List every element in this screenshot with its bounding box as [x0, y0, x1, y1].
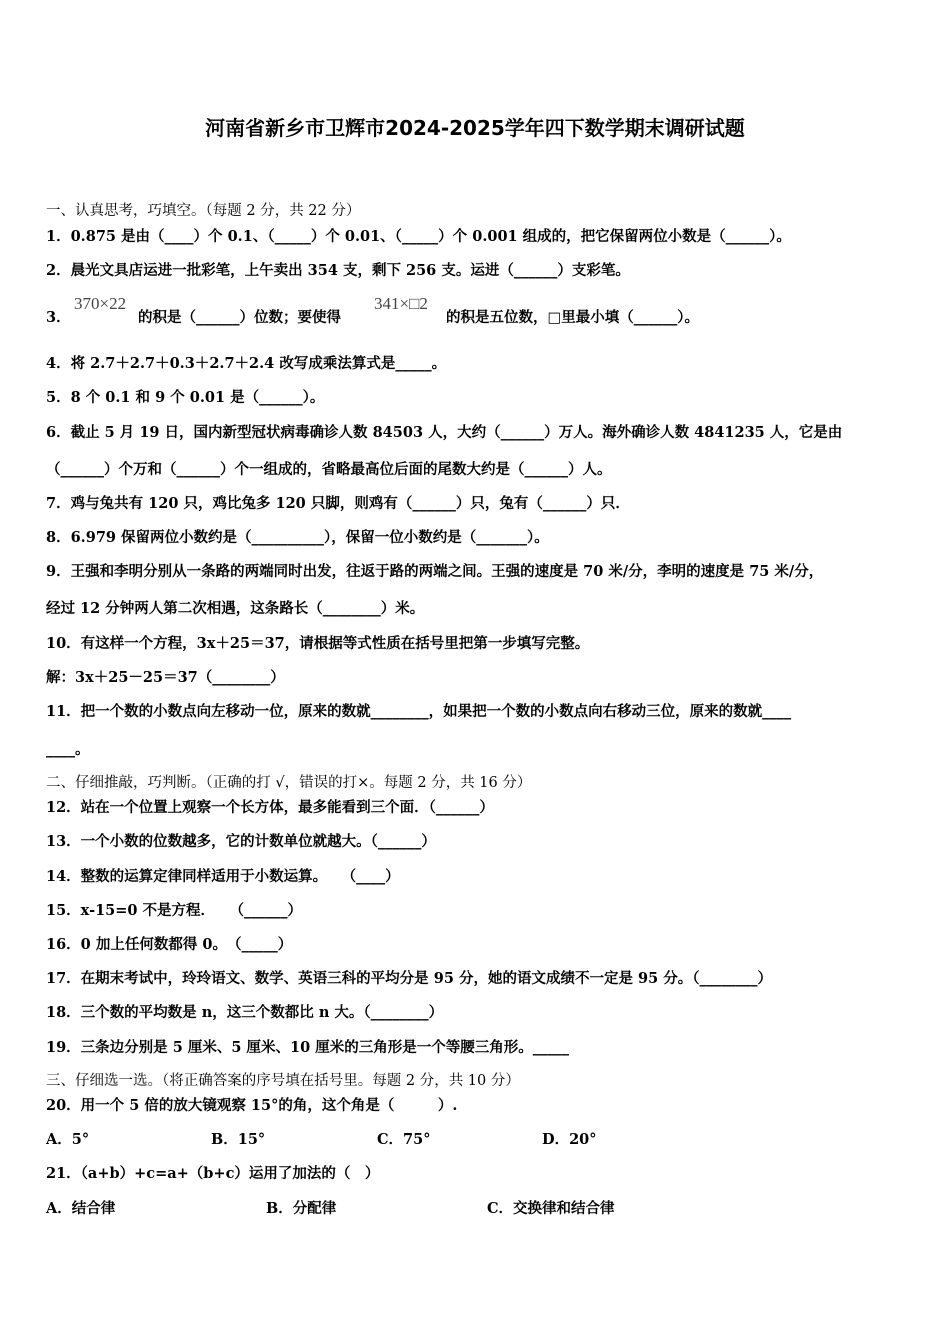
question-3-expression-2: 341×□2 [374, 294, 428, 313]
question-14: 14．整数的运算定律同样适用于小数运算。 （____） [46, 868, 400, 885]
question-20-option-a: A．5° [46, 1131, 90, 1148]
question-3-number: 3． [46, 309, 71, 326]
section-2-heading: 二、仔细推敲，巧判断。（正确的打 √，错误的打×。每题 2 分，共 16 分） [46, 775, 532, 791]
question-21: 21．（a+b）+c=a+（b+c）运用了加法的（ ） [46, 1165, 380, 1182]
page-title: 河南省新乡市卫辉市2024-2025学年四下数学期末调研试题 [205, 116, 745, 140]
question-6-line-2: （______）个万和（______）个一组成的，省略最高位后面的尾数大约是（______）人。 [46, 461, 612, 478]
question-15: 15．x-15=0 不是方程． （______） [46, 902, 303, 919]
question-7: 7．鸡与兔共有 120 只，鸡比兔多 120 只脚，则鸡有（______）只，兔有（______）只． [46, 495, 630, 512]
question-21-option-a: A．结合律 [46, 1200, 116, 1217]
question-8: 8．6.979 保留两位小数约是（__________），保留一位小数约是（_______）。 [46, 529, 549, 546]
question-3-middle-text: 的积是（______）位数；要使得 [138, 309, 341, 326]
question-20: 20．用一个 5 倍的放大镜观察 15°的角，这个角是（ ）. [46, 1097, 458, 1114]
section-1-heading: 一、认真思考，巧填空。（每题 2 分，共 22 分） [46, 203, 361, 219]
question-4: 4．将 2.7＋2.7＋0.3＋2.7＋2.4 改写成乘法算式是_____。 [46, 355, 447, 372]
question-11-line-1: 11．把一个数的小数点向左移动一位，原来的数就________，如果把一个数的小数点向右移动三位，原来的数就____ [46, 703, 792, 720]
question-1: 1．0.875 是由（____）个 0.1、（_____）个 0.01、（_____）个 0.001 组成的，把它保留两位小数是（______）。 [46, 228, 791, 245]
question-13: 13．一个小数的位数越多，它的计数单位就越大。（______） [46, 833, 436, 850]
question-21-option-b: B．分配律 [266, 1200, 337, 1217]
question-9-line-2: 经过 12 分钟两人第二次相遇，这条路长（________）米。 [46, 600, 425, 617]
question-12: 12．站在一个位置上观察一个长方体，最多能看到三个面．（______） [46, 799, 494, 816]
question-18: 18．三个数的平均数是 n，这三个数都比 n 大。（________） [46, 1004, 444, 1021]
question-10: 10．有这样一个方程，3x＋25＝37，请根据等式性质在括号里把第一步填写完整。 [46, 635, 590, 652]
question-11-line-2: ____。 [46, 741, 90, 758]
section-3-heading: 三、仔细选一选。（将正确答案的序号填在括号里。每题 2 分，共 10 分） [46, 1073, 520, 1089]
question-6-line-1: 6．截止 5 月 19 日，国内新型冠状病毒确诊人数 84503 人，大约（______）万人。海外确诊人数 4841235 人，它是由 [46, 424, 843, 441]
question-3-end-text: 的积是五位数，□里最小填（______）。 [446, 309, 699, 326]
question-21-option-c: C．交换律和结合律 [487, 1200, 615, 1217]
question-19: 19．三条边分别是 5 厘米、5 厘米、10 厘米的三角形是一个等腰三角形。_____ [46, 1039, 569, 1056]
question-20-option-b: B．15° [211, 1131, 266, 1148]
question-17: 17．在期末考试中，玲玲语文、数学、英语三科的平均分是 95 分，她的语文成绩不一定是 95 分。（________） [46, 970, 772, 987]
question-5: 5．8 个 0.1 和 9 个 0.01 是（______）。 [46, 389, 325, 406]
question-20-option-d: D．20° [542, 1131, 597, 1148]
question-3-expression-1: 370×22 [74, 294, 127, 313]
question-2: 2．晨光文具店运进一批彩笔，上午卖出 354 支，剩下 256 支。运进（______）支彩笔。 [46, 262, 630, 279]
question-16: 16．0 加上任何数都得 0。 （_____） [46, 936, 293, 953]
question-9-line-1: 9．王强和李明分别从一条路的两端同时出发，往返于路的两端之间。王强的速度是 70 米/分，李明的速度是 75 米/分， [46, 563, 824, 580]
question-10-solution: 解：3x＋25－25＝37（________） [46, 669, 285, 686]
question-20-option-c: C．75° [377, 1131, 431, 1148]
